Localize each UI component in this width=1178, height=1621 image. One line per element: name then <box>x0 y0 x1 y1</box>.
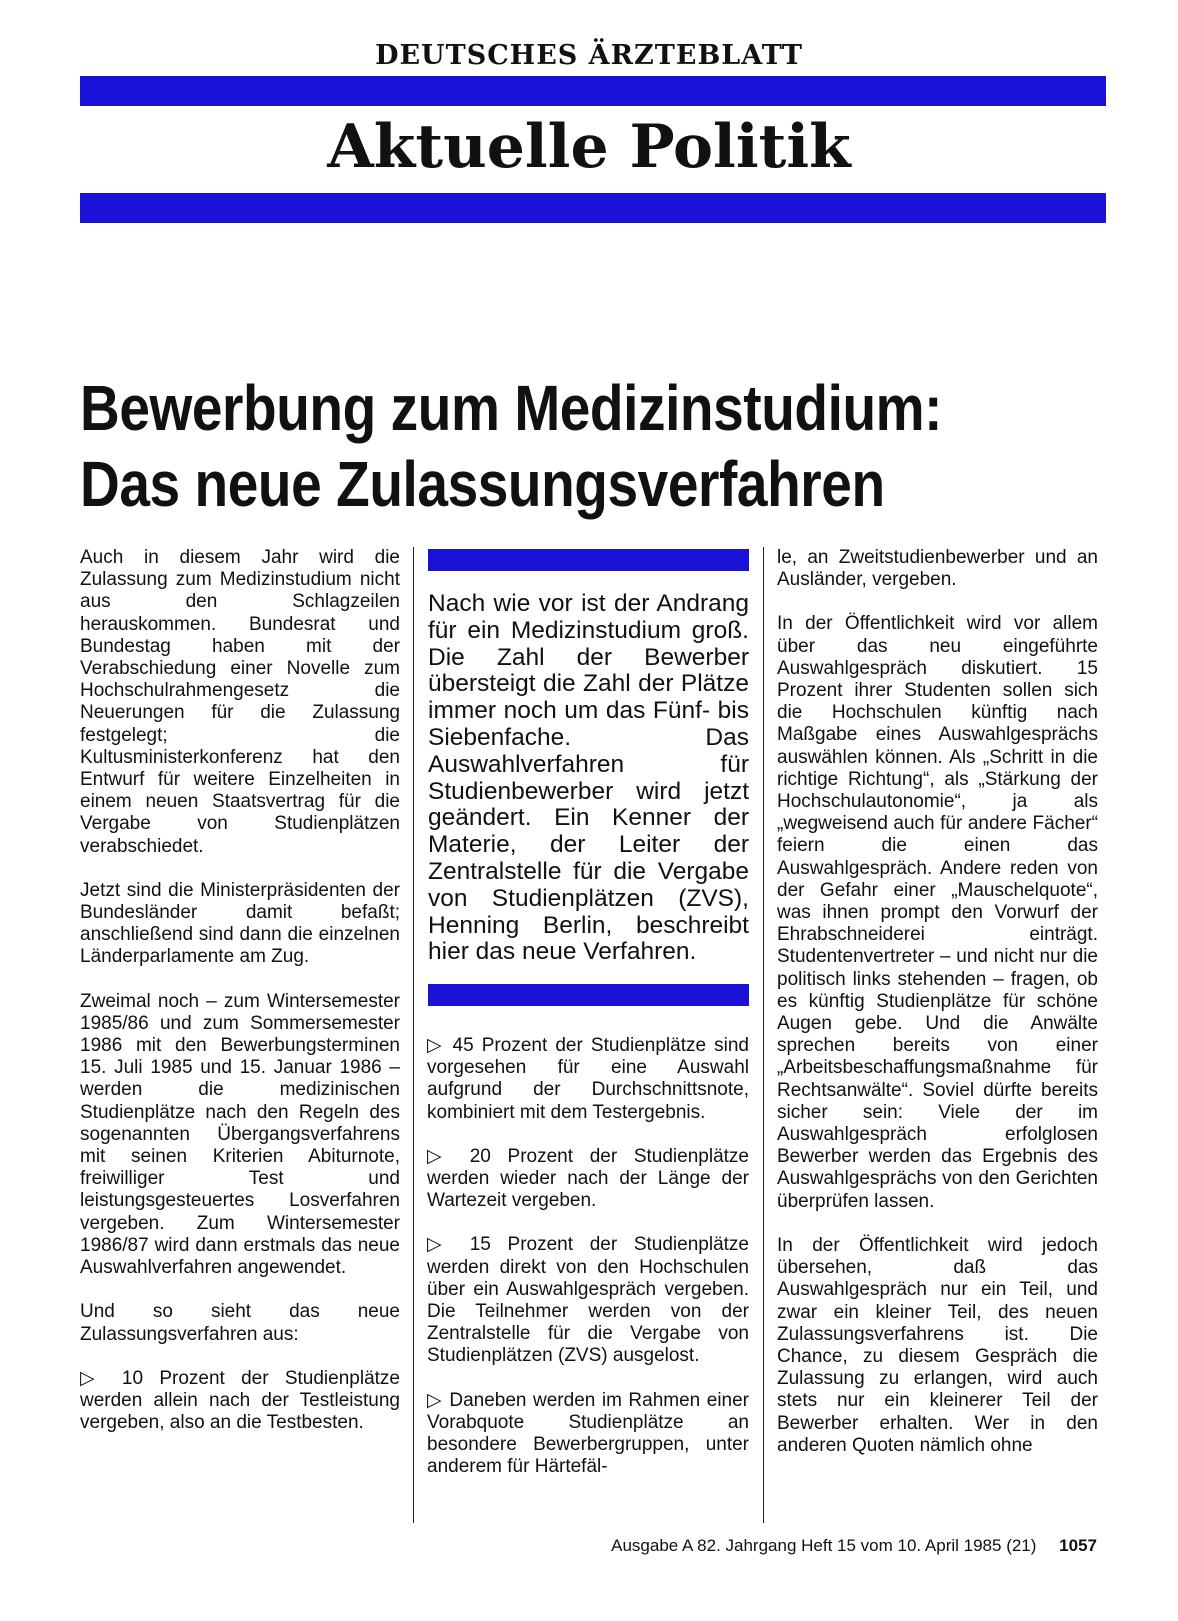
paragraph: Zweimal noch – zum Wintersemester 1985/86 und zum Sommersemester 1986 mit den Bewerbungsterminen 15. Juli 1985 und 15. Januar 1986 – werden die medizinischen Studienplätze nach den Regeln des sogenannten Übergangsverfahrens mit seinen Kriterien Abiturnote, freiwilliger Test und leistungsgesteuertes Losverfahren vergeben. Zum Wintersemester 1986/87 wird dann erstmals das neue Auswahlverfahren angewendet. <box>80 990 400 1279</box>
paragraph: Auch in diesem Jahr wird die Zulassung zum Medizinstudium nicht aus den Schlagzeilen herauskommen. Bundesrat und Bundestag haben mit der Verabschiedung einer Novelle zum Hochschulrahmengesetz die Neuerungen für die Zulassung festgelegt; die Kultusministerkonferenz hat den Entwurf für weitere Einzelheiten in einem neuen Staatsvertrag für die Vergabe von Studienplätzen verabschiedet. <box>80 547 400 857</box>
masthead: DEUTSCHES ÄRZTEBLATT <box>375 40 803 71</box>
paragraph: le, an Zweitstudienbewerber und an Ausländer, vergeben. <box>777 547 1098 591</box>
headline-line-1: Bewerbung zum Medizinstudium: <box>80 372 943 444</box>
masthead-bar-bottom <box>80 193 1106 223</box>
list-item: ▷ 20 Prozent der Studienplätze werden wieder nach der Länge der Wartezeit vergeben. <box>427 1145 749 1212</box>
issue-info: Ausgabe A 82. Jahrgang Heft 15 vom 10. April 1985 (21) <box>611 1536 1037 1555</box>
article-headline <box>80 370 966 522</box>
column-divider <box>413 547 414 1523</box>
column-3 <box>777 547 1098 1479</box>
list-item: ▷ Daneben werden im Rahmen einer Vorabquote Studienplätze an besondere Bewerbergruppen, unter anderem für Härtefäl- <box>427 1389 749 1478</box>
list-item: ▷ 10 Prozent der Studienplätze werden allein nach der Testleistung vergeben, also an die Testbesten. <box>80 1367 400 1434</box>
headline-line-2: Das neue Zulassungsverfahren <box>80 448 885 520</box>
pullquote-bar-bottom <box>428 984 749 1006</box>
column-1 <box>80 547 400 1456</box>
pullquote: Nach wie vor ist der Andrang für ein Medizinstudium groß. Die Zahl der Bewerber übersteigt die Zahl der Plätze immer noch um das Fünf- bis Siebenfache. Das Auswahlverfahren für Studienbewerber wird jetzt geändert. Ein Kenner der Materie, der Leiter der Zentralstelle für die Vergabe von Studienplätzen (ZVS), Henning Berlin, beschreibt hier das neue Verfahren. <box>428 590 749 966</box>
column-2 <box>427 1035 749 1500</box>
paragraph: In der Öffentlichkeit wird vor allem über das neu eingeführte Auswahlgespräch diskutiert. 15 Prozent ihrer Studenten sollen sich die Hochschulen künftig nach Maßgabe eines Auswahlgesprächs auswählen können. Als „Schritt in die richtige Richtung“, als „Stärkung der Hochschulautonomie“, ja als „wegweisend auch für andere Fächer“ feiern die einen das Auswahlgespräch. Andere reden von der Gefahr einer „Mauschelquote“, was ihnen prompt den Vorwurf der Ehrabschneiderei einträgt. Studentenvertreter – und nicht nur die politisch links stehenden – fragen, ob es künftig Studienplätze für schöne Augen gebe. Und die Anwälte sprechen bereits von einer „Arbeitsbeschaffungsmaßnahme für Rechtsanwälte“. Soviel dürfte bereits sicher sein: Viele der im Auswahlgespräch erfolglosen Bewerber werden das Ergebnis des Auswahlgesprächs von den Gerichten überprüfen lassen. <box>777 613 1098 1212</box>
page-number: 1057 <box>1059 1536 1097 1555</box>
paragraph: Und so sieht das neue Zulassungsverfahren aus: <box>80 1301 400 1345</box>
page-footer <box>0 1536 1097 1556</box>
list-item: ▷ 45 Prozent der Studienplätze sind vorgesehen für eine Auswahl aufgrund der Durchschnittsnote, kombiniert mit dem Testergebnis. <box>427 1035 749 1123</box>
paragraph: Jetzt sind die Ministerpräsidenten der Bundesländer damit befaßt; anschließend sind dann die einzelnen Länderparlamente am Zug. <box>80 879 400 968</box>
pullquote-bar-top <box>428 549 749 571</box>
section-title: Aktuelle Politik <box>327 112 851 182</box>
column-divider <box>763 547 764 1523</box>
masthead-bar-top <box>80 76 1106 106</box>
list-item: ▷ 15 Prozent der Studienplätze werden direkt von den Hochschulen über ein Auswahlgespräch vergeben. Die Teilnehmer werden von der Zentralstelle für die Vergabe von Studienplätzen (ZVS) ausgelost. <box>427 1234 749 1367</box>
paragraph: In der Öffentlichkeit wird jedoch übersehen, daß das Auswahlgespräch nur ein Teil, und zwar ein kleiner Teil, des neuen Zulassungsverfahrens ist. Die Chance, zu diesem Gespräch die Zulassung zu erlangen, wird auch stets nur ein kleinerer Teil der Bewerber erhalten. Wer in den anderen Quoten nämlich ohne <box>777 1234 1098 1456</box>
